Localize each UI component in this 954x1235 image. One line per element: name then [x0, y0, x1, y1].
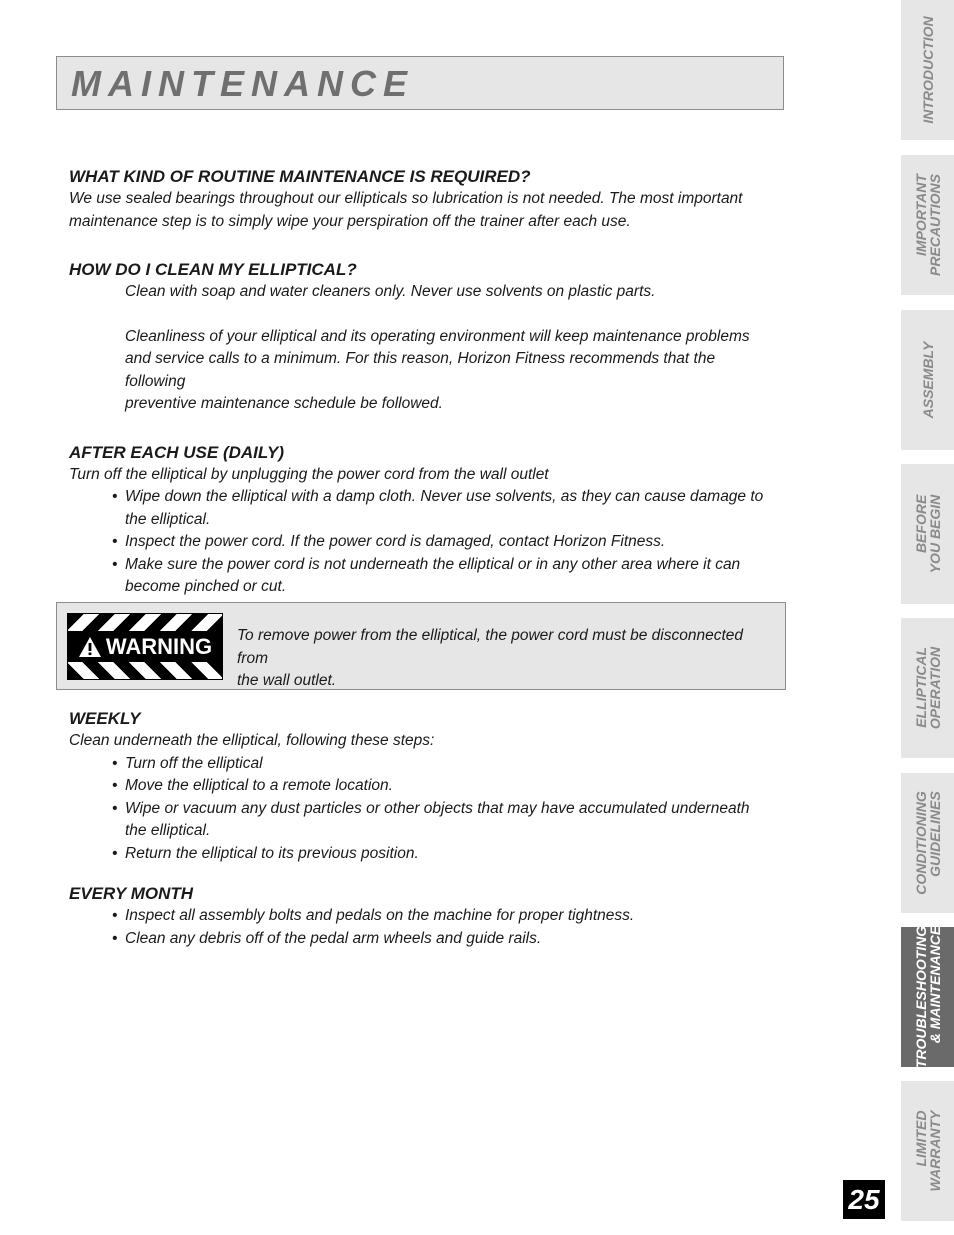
routine-body-line2: maintenance step is to simply wipe your perspiration off the trainer after each use.	[69, 212, 631, 230]
clean-heading: HOW DO I CLEAN MY ELLIPTICAL?	[69, 260, 357, 279]
list-item: • Clean any debris off of the pedal arm wheels and guide rails.	[125, 928, 769, 951]
tab-introduction[interactable]	[901, 0, 954, 140]
tab-label: ELLIPTICAL OPERATION	[912, 646, 943, 730]
tab-important-precautions[interactable]	[901, 155, 954, 295]
tab-label: INTRODUCTION	[919, 16, 936, 124]
list-item: • Return the elliptical to its previous position.	[125, 843, 769, 866]
weekly-bullet-list	[69, 753, 769, 866]
warning-text	[237, 625, 777, 693]
clean-paragraph-1: Clean with soap and water cleaners only. Never use solvents on plastic parts.	[125, 283, 656, 300]
main-content	[69, 166, 769, 599]
tab-limited-warranty[interactable]	[901, 1081, 954, 1221]
list-item: • Wipe down the elliptical with a damp cloth. Never use solvents, as they can cause damage to the elliptical.	[125, 486, 769, 531]
schedule-content	[69, 708, 769, 950]
tab-elliptical-operation[interactable]	[901, 618, 954, 758]
clean-paragraph-2-line2: and service calls to a minimum. For this reason, Horizon Fitness recommends that the following	[125, 350, 716, 390]
list-item: • Inspect all assembly bolts and pedals on the machine for proper tightness.	[125, 905, 769, 928]
hazard-stripes-bottom	[68, 662, 222, 679]
monthly-heading: EVERY MONTH	[69, 884, 194, 903]
weekly-intro: Clean underneath the elliptical, following these steps:	[69, 732, 435, 749]
tab-label: ASSEMBLY	[919, 341, 936, 419]
daily-bullet-list	[69, 486, 769, 599]
clean-paragraph-2-line1: Cleanliness of your elliptical and its operating environment will keep maintenance problems	[125, 327, 750, 345]
tab-troubleshooting-maintenance[interactable]	[901, 927, 954, 1067]
list-item: • Make sure the power cord is not underneath the elliptical or in any other area where it can become pinched or cut.	[125, 554, 769, 599]
tab-assembly[interactable]	[901, 310, 954, 450]
list-item: • Inspect the power cord. If the power cord is damaged, contact Horizon Fitness.	[125, 531, 769, 554]
clean-body	[69, 281, 769, 416]
page-title: MAINTENANCE	[71, 63, 414, 104]
tab-label: TROUBLESHOOTING & MAINTENANCE	[912, 925, 943, 1069]
tab-label: CONDITIONING GUIDELINES	[912, 791, 943, 895]
monthly-bullet-list	[69, 905, 769, 950]
weekly-heading: WEEKLY	[69, 709, 141, 728]
warning-badge	[67, 613, 223, 680]
routine-heading: WHAT KIND OF ROUTINE MAINTENANCE IS REQUIRED?	[69, 167, 531, 186]
daily-intro: Turn off the elliptical by unplugging the power cord from the wall outlet	[69, 465, 549, 483]
title-banner	[56, 56, 784, 110]
section-tabs	[901, 0, 954, 1235]
tab-label: LIMITED WARRANTY	[912, 1110, 943, 1192]
clean-paragraph-2-line3: preventive maintenance schedule be followed.	[125, 395, 443, 412]
tab-conditioning-guidelines[interactable]	[901, 773, 954, 913]
warning-text-line2: the wall outlet.	[237, 672, 337, 689]
list-item: • Move the elliptical to a remote location.	[125, 775, 769, 798]
warning-box	[56, 602, 786, 690]
list-item: • Wipe or vacuum any dust particles or other objects that may have accumulated underneath the elliptical.	[125, 798, 769, 843]
warning-label: WARNING	[105, 633, 213, 659]
warning-triangle-icon	[78, 636, 102, 658]
tab-label: IMPORTANT PRECAUTIONS	[912, 174, 943, 276]
hazard-stripes-top	[68, 614, 222, 631]
tab-before-you-begin[interactable]	[901, 464, 954, 604]
page-number: 25	[843, 1180, 885, 1219]
tab-label: BEFORE YOU BEGIN	[912, 494, 943, 574]
daily-heading: AFTER EACH USE (DAILY)	[69, 442, 285, 462]
warning-text-line1: To remove power from the elliptical, the power cord must be disconnected from	[237, 627, 744, 667]
list-item: • Turn off the elliptical	[125, 753, 769, 776]
routine-body-line1: We use sealed bearings throughout our ellipticals so lubrication is not needed. The most important	[69, 190, 743, 207]
